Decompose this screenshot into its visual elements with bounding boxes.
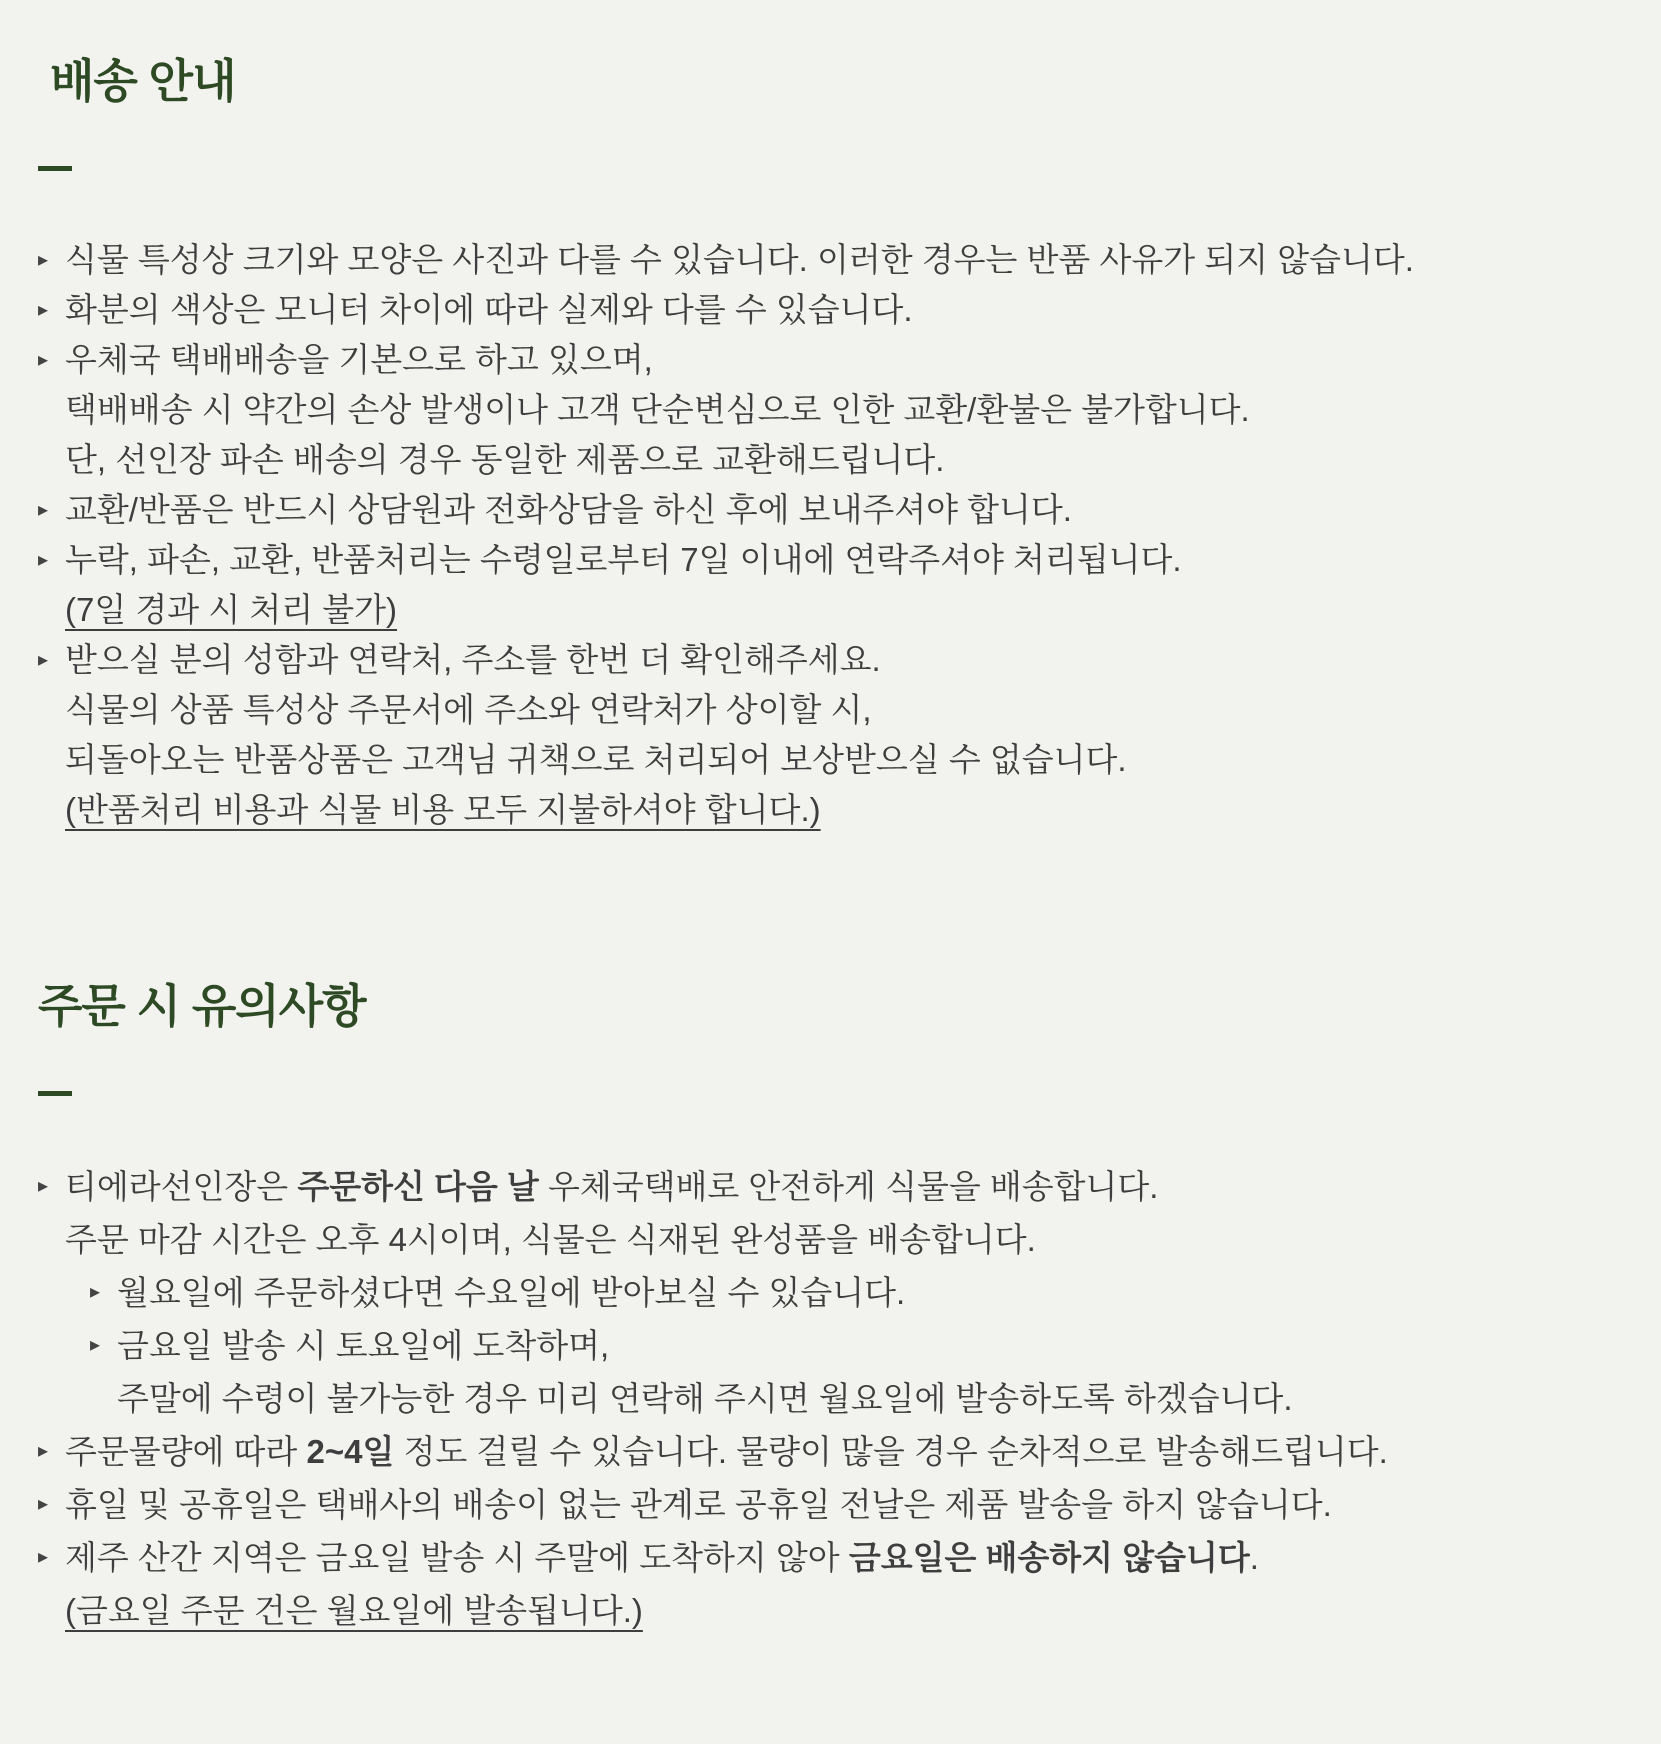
list-item-content (65, 235, 1631, 285)
divider-dash (38, 166, 72, 171)
text-line (65, 1160, 1631, 1213)
text-segment: 교환/반품은 반드시 상담원과 전화상담을 하신 후에 보내주셔야 합니다. (65, 491, 1072, 528)
list-item-content (65, 485, 1631, 535)
text-segment: 우체국택배로 안전하게 식물을 배송합니다. (538, 1168, 1159, 1205)
text-line (65, 385, 1631, 435)
bullet-triangle-icon: ▸ (38, 549, 49, 571)
list-item (38, 535, 1631, 635)
list-item (38, 1478, 1631, 1531)
text-line (65, 735, 1631, 785)
text-line (65, 1531, 1631, 1584)
text-line (117, 1266, 1631, 1319)
text-segment: 티에라선인장은 (65, 1168, 298, 1205)
text-segment: 주문물량에 따라 (65, 1433, 307, 1470)
text-segment: 정도 걸릴 수 있습니다. 물량이 많을 경우 순차적으로 발송해드립니다. (394, 1433, 1388, 1470)
list-item (38, 635, 1631, 835)
text-segment: 누락, 파손, 교환, 반품처리는 수령일로부터 7일 이내에 연락주셔야 처리됩니다. (65, 541, 1182, 578)
bullet-triangle-icon: ▸ (38, 1493, 49, 1515)
text-line (117, 1372, 1631, 1425)
list-item (38, 235, 1631, 285)
list-item-nested (90, 1319, 1631, 1425)
text-segment-bold: 주문하신 다음 날 (297, 1168, 539, 1205)
text-line (65, 1213, 1631, 1266)
list-item-content (65, 1425, 1631, 1478)
order-notes-list (38, 1160, 1631, 1637)
bullet-triangle-icon: ▸ (38, 499, 49, 521)
bullet-triangle-icon: ▸ (38, 1175, 49, 1197)
text-line (65, 1478, 1631, 1531)
bullet-triangle-icon: ▸ (38, 249, 49, 271)
list-item-content (65, 535, 1631, 635)
text-segment: 받으실 분의 성함과 연락처, 주소를 한번 더 확인해주세요. (65, 641, 881, 678)
text-segment: 금요일 발송 시 토요일에 도착하며, (117, 1327, 610, 1364)
divider-dash (38, 1091, 72, 1096)
list-item-content (117, 1319, 1631, 1425)
list-item (38, 285, 1631, 335)
text-segment: (금요일 주문 건은 월요일에 발송됩니다.) (65, 1592, 643, 1629)
text-line (65, 335, 1631, 385)
text-segment-bold: 2~4일 (306, 1433, 395, 1470)
text-line (65, 1425, 1631, 1478)
text-segment: 제주 산간 지역은 금요일 발송 시 주말에 도착하지 않아 (65, 1539, 849, 1576)
section-shipping-guide (38, 56, 1631, 835)
list-item-content (65, 1531, 1631, 1637)
text-line (117, 1319, 1631, 1372)
bullet-triangle-icon: ▸ (38, 299, 49, 321)
text-line (65, 535, 1631, 585)
section-order-notes (38, 981, 1631, 1637)
text-segment-bold: 금요일은 배송하지 않습니다 (848, 1539, 1250, 1576)
section-title-order-notes: 주문 시 유의사항 (38, 980, 366, 1032)
text-segment: 식물 특성상 크기와 모양은 사진과 다를 수 있습니다. 이러한 경우는 반품 사유가 되지 않습니다. (65, 241, 1414, 278)
text-line (65, 635, 1631, 685)
list-item (38, 1425, 1631, 1478)
shipping-guide-list (38, 235, 1631, 835)
list-item-content (65, 335, 1631, 485)
list-item-content (65, 1160, 1631, 1266)
list-item (38, 335, 1631, 485)
list-item-content (65, 635, 1631, 835)
text-line-underlined (65, 785, 1631, 835)
text-segment: (반품처리 비용과 식물 비용 모두 지불하셔야 합니다.) (65, 791, 821, 828)
bullet-triangle-icon: ▸ (38, 1546, 49, 1568)
list-item (38, 1531, 1631, 1637)
text-segment: . (1249, 1539, 1259, 1576)
text-segment: (7일 경과 시 처리 불가) (65, 591, 398, 628)
list-item-content (65, 1478, 1631, 1531)
text-line-underlined (65, 1584, 1631, 1637)
text-line (65, 235, 1631, 285)
text-segment: 단, 선인장 파손 배송의 경우 동일한 제품으로 교환해드립니다. (65, 441, 945, 478)
list-item-nested (90, 1266, 1631, 1319)
bullet-triangle-icon: ▸ (38, 349, 49, 371)
text-segment: 식물의 상품 특성상 주문서에 주소와 연락처가 상이할 시, (65, 691, 872, 728)
text-line-underlined (65, 585, 1631, 635)
list-item-content (117, 1266, 1631, 1319)
list-item (38, 485, 1631, 535)
section-title-shipping: 배송 안내 (50, 55, 236, 107)
list-item-content (65, 285, 1631, 335)
bullet-triangle-icon: ▸ (38, 1440, 49, 1462)
bullet-triangle-icon: ▸ (38, 649, 49, 671)
text-segment: 월요일에 주문하셨다면 수요일에 받아보실 수 있습니다. (117, 1274, 906, 1311)
text-line (65, 485, 1631, 535)
text-segment: 주말에 수령이 불가능한 경우 미리 연락해 주시면 월요일에 발송하도록 하겠습니다. (117, 1380, 1293, 1417)
text-segment: 택배배송 시 약간의 손상 발생이나 고객 단순변심으로 인한 교환/환불은 불가합니다. (65, 391, 1250, 428)
bullet-triangle-icon: ▸ (90, 1281, 101, 1303)
text-line (65, 685, 1631, 735)
bullet-triangle-icon: ▸ (90, 1334, 101, 1356)
text-segment: 화분의 색상은 모니터 차이에 따라 실제와 다를 수 있습니다. (65, 291, 913, 328)
text-line (65, 285, 1631, 335)
text-segment: 주문 마감 시간은 오후 4시이며, 식물은 식재된 완성품을 배송합니다. (65, 1221, 1036, 1258)
text-segment: 되돌아오는 반품상품은 고객님 귀책으로 처리되어 보상받으실 수 없습니다. (65, 741, 1127, 778)
text-segment: 휴일 및 공휴일은 택배사의 배송이 없는 관계로 공휴일 전날은 제품 발송을 하지 않습니다. (65, 1486, 1332, 1523)
text-segment: 우체국 택배배송을 기본으로 하고 있으며, (65, 341, 653, 378)
list-item (38, 1160, 1631, 1266)
text-line (65, 435, 1631, 485)
